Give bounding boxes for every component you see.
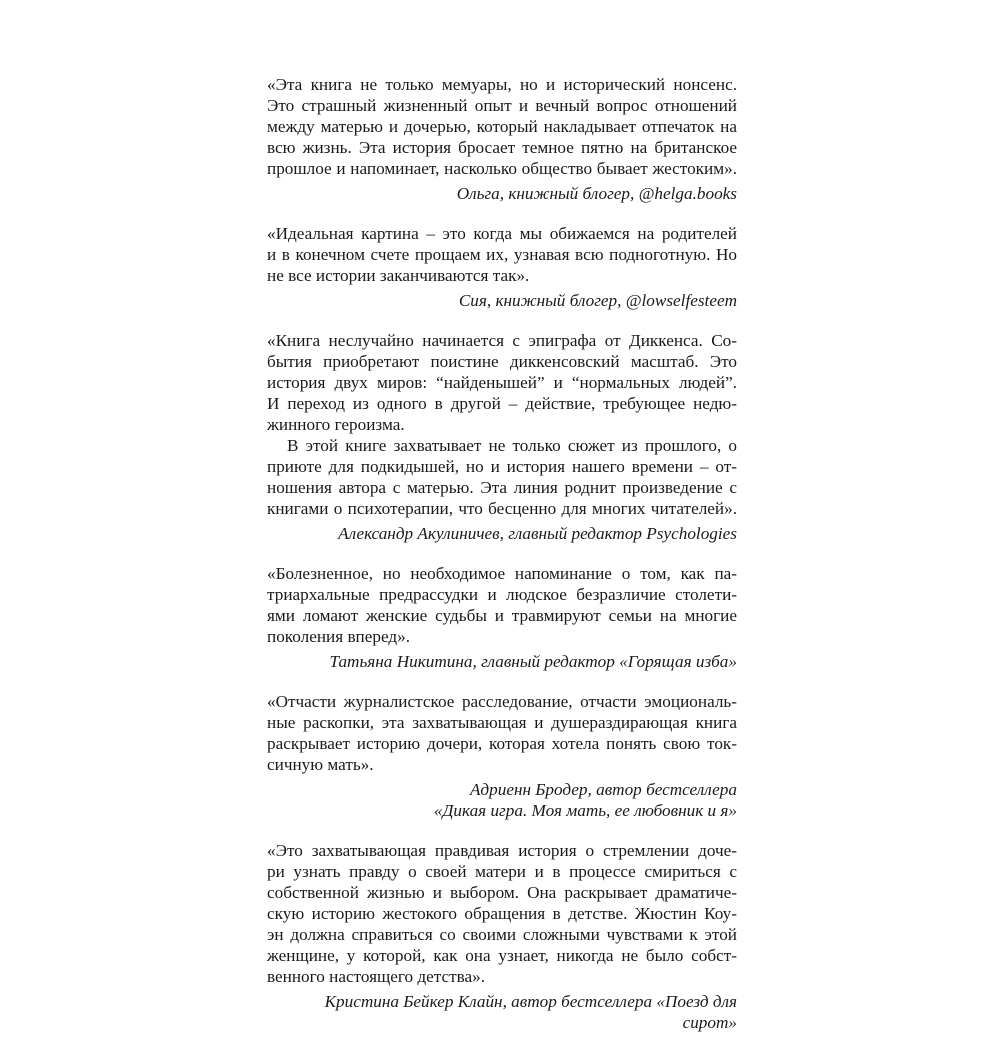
text-line: «Книга неслучайно начинается с эпиграфа от Диккенса. Со- xyxy=(267,331,737,350)
text-line: и в конечном счете прощаем их, узнавая всю подноготную. Но xyxy=(267,245,737,264)
text-line: бытия приобретают поистине диккенсовский масштаб. Это xyxy=(267,352,737,371)
review-author xyxy=(267,523,737,544)
text-line: «Эта книга не только мемуары, но и исторический нонсенс. xyxy=(267,75,737,94)
text-line: книгами о психотерапии, что бесценно для многих читателей». xyxy=(267,499,737,518)
review-text xyxy=(267,330,737,435)
review-3 xyxy=(267,330,737,544)
review-2 xyxy=(267,223,737,311)
text-line: И переход из одного в другой – действие, требующее недю- xyxy=(267,394,737,413)
text-line: собственной жизнью и выбором. Она раскрывает драматиче- xyxy=(267,883,737,902)
text-line: «Идеальная картина – это когда мы обижаемся на родителей xyxy=(267,224,737,243)
review-author xyxy=(267,183,737,204)
review-4 xyxy=(267,563,737,672)
author-line: Татьяна Никитина, главный редактор «Горящая изба» xyxy=(329,652,737,671)
review-text xyxy=(267,74,737,179)
text-line: В этой книге захватывает не только сюжет из прошлого, о xyxy=(287,436,737,455)
author-line: Сия, книжный блогер, @lowselfesteem xyxy=(458,291,737,310)
text-line: венного настоящего детства». xyxy=(267,967,486,986)
review-1 xyxy=(267,74,737,204)
text-line: поколения вперед». xyxy=(267,627,411,646)
review-author xyxy=(267,651,737,672)
text-line: «Отчасти журналистское расследование, отчасти эмоциональ- xyxy=(267,692,737,711)
text-line: приюте для подкидышей, но и история нашего времени – от- xyxy=(267,457,737,476)
review-text xyxy=(267,563,737,647)
text-line: прошлое и напоминает, насколько общество бывает жестоким». xyxy=(267,159,737,178)
text-line: история двух миров: “найденышей” и “нормальных людей”. xyxy=(267,373,737,392)
text-line: ные раскопки, эта захватывающая и душераздирающая книга xyxy=(267,713,737,732)
author-line: Адриенн Бродер, автор бестселлера xyxy=(469,780,737,799)
text-line: сичную мать». xyxy=(267,755,374,774)
author-line: Ольга, книжный блогер, @helga.books xyxy=(456,184,737,203)
review-6 xyxy=(267,840,737,1033)
author-line: «Дикая игра. Моя мать, ее любовник и я» xyxy=(433,801,737,820)
text-line: жинного героизма. xyxy=(267,415,405,434)
text-line: «Болезненное, но необходимое напоминание о том, как па- xyxy=(267,564,737,583)
text-line: Это страшный жизненный опыт и вечный вопрос отношений xyxy=(267,96,737,115)
text-line: скую историю жестокого обращения в детстве. Жюстин Коу- xyxy=(267,904,737,923)
text-line: раскрывает историю дочери, которая хотела понять свою ток- xyxy=(267,734,737,753)
text-line: ри узнать правду о своей матери и в процессе смириться с xyxy=(267,862,737,881)
review-author xyxy=(267,991,737,1033)
author-line: Кристина Бейкер Клайн, автор бестселлера «Поезд для сирот» xyxy=(324,992,737,1032)
text-line: между матерью и дочерью, который накладывает отпечаток на xyxy=(267,117,737,136)
text-line: ями ломают женские судьбы и травмируют семьи на многие xyxy=(267,606,737,625)
text-line: не все истории заканчиваются так». xyxy=(267,266,530,285)
text-line: ношения автора с матерью. Эта линия роднит произведение с xyxy=(267,478,737,497)
review-text xyxy=(267,691,737,775)
author-line: Александр Акулиничев, главный редактор Psychologies xyxy=(338,524,737,543)
review-author xyxy=(267,290,737,311)
text-line: «Это захватывающая правдивая история о стремлении доче- xyxy=(267,841,737,860)
book-page xyxy=(267,74,737,1052)
review-text xyxy=(267,840,737,987)
text-line: эн должна справиться со своими сложными чувствами к этой xyxy=(267,925,737,944)
text-line: всю жизнь. Эта история бросает темное пятно на британское xyxy=(267,138,737,157)
review-author xyxy=(267,779,737,821)
text-line: женщине, у которой, как она узнает, никогда не было собст- xyxy=(267,946,737,965)
review-5 xyxy=(267,691,737,821)
text-line: триархальные предрассудки и людское безразличие столети- xyxy=(267,585,737,604)
review-text-continued xyxy=(267,435,737,519)
review-text xyxy=(267,223,737,286)
